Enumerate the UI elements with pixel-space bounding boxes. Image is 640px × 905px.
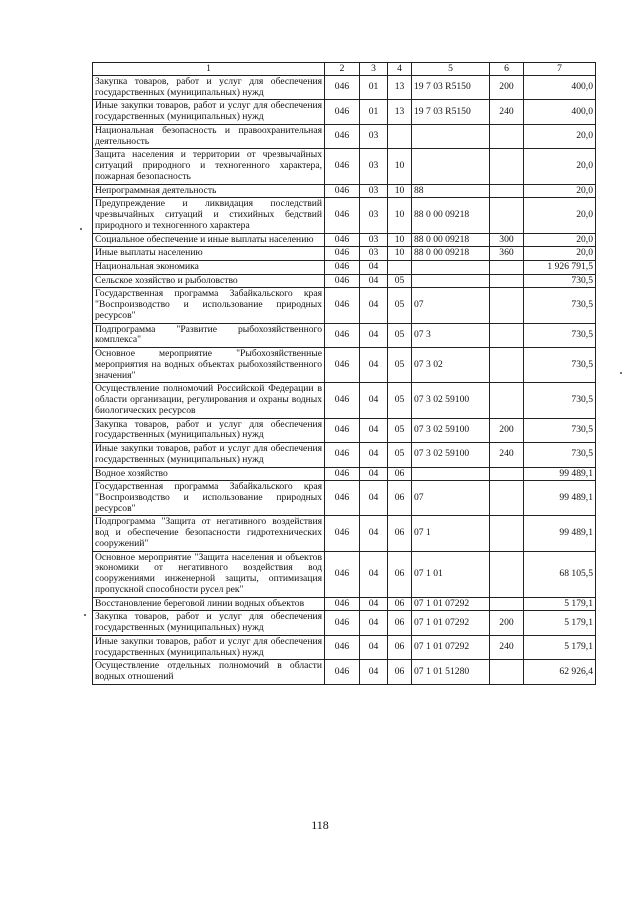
- cell-subsection: 06: [388, 516, 412, 551]
- cell-subsection: 10: [388, 198, 412, 233]
- cell-subsection: 06: [388, 551, 412, 597]
- cell-amount: 1 926 791,5: [524, 261, 596, 275]
- cell-subsection: [388, 261, 412, 275]
- cell-subsection: 06: [388, 467, 412, 481]
- cell-name: Иные закупки товаров, работ и услуг для обеспечения государственных (муниципальных) нужд: [93, 443, 325, 467]
- cell-target-article: 07: [412, 481, 490, 516]
- cell-target-article: 07: [412, 288, 490, 323]
- cell-expense-type: 300: [490, 233, 524, 247]
- cell-section: 04: [360, 274, 388, 288]
- table-row: [93, 184, 596, 198]
- cell-section: 04: [360, 348, 388, 383]
- cell-name: Иные закупки товаров, работ и услуг для обеспечения государственных (муниципальных) нужд: [93, 635, 325, 659]
- cell-amount: 5 179,1: [524, 597, 596, 611]
- cell-subsection: 06: [388, 481, 412, 516]
- cell-target-article: 19 7 03 R5150: [412, 76, 490, 100]
- cell-grbs: 046: [325, 198, 360, 233]
- column-header-5: 5: [412, 63, 490, 76]
- cell-grbs: 046: [325, 274, 360, 288]
- table-row: [93, 274, 596, 288]
- cell-section: 04: [360, 597, 388, 611]
- table-row: [93, 443, 596, 467]
- cell-grbs: 046: [325, 443, 360, 467]
- cell-name: Подпрограмма "Развитие рыбохозяйственного комплекса": [93, 323, 325, 347]
- cell-amount: 730,5: [524, 288, 596, 323]
- table-row: [93, 597, 596, 611]
- cell-target-article: [412, 149, 490, 184]
- cell-grbs: 046: [325, 383, 360, 418]
- cell-section: 04: [360, 635, 388, 659]
- cell-target-article: 88 0 00 09218: [412, 233, 490, 247]
- cell-section: 04: [360, 611, 388, 635]
- cell-grbs: 046: [325, 611, 360, 635]
- cell-grbs: 046: [325, 348, 360, 383]
- cell-amount: 99 489,1: [524, 516, 596, 551]
- cell-amount: 730,5: [524, 383, 596, 418]
- cell-target-article: [412, 467, 490, 481]
- cell-grbs: 046: [325, 76, 360, 100]
- table-row: [93, 149, 596, 184]
- cell-amount: 730,5: [524, 418, 596, 442]
- table-row: [93, 467, 596, 481]
- cell-expense-type: [490, 481, 524, 516]
- cell-expense-type: [490, 274, 524, 288]
- cell-grbs: 046: [325, 481, 360, 516]
- cell-expense-type: [490, 184, 524, 198]
- cell-amount: 20,0: [524, 233, 596, 247]
- cell-target-article: 07 1: [412, 516, 490, 551]
- cell-grbs: 046: [325, 288, 360, 323]
- cell-section: 04: [360, 418, 388, 442]
- cell-amount: 20,0: [524, 124, 596, 148]
- cell-expense-type: 240: [490, 635, 524, 659]
- cell-grbs: 046: [325, 184, 360, 198]
- column-header-7: 7: [524, 63, 596, 76]
- table-row: [93, 124, 596, 148]
- table-row: [93, 516, 596, 551]
- cell-name: Непрограммная деятельность: [93, 184, 325, 198]
- cell-expense-type: 240: [490, 443, 524, 467]
- cell-target-article: 07 3 02 59100: [412, 383, 490, 418]
- cell-name: Закупка товаров, работ и услуг для обеспечения государственных (муниципальных) нужд: [93, 418, 325, 442]
- cell-section: 04: [360, 323, 388, 347]
- cell-name: Государственная программа Забайкальского края "Воспроизводство и использование природных ресурсов": [93, 481, 325, 516]
- cell-expense-type: 200: [490, 76, 524, 100]
- cell-name: Предупреждение и ликвидация последствий чрезвычайных ситуаций и стихийных бедствий природного и техногенного характера: [93, 198, 325, 233]
- cell-amount: 730,5: [524, 443, 596, 467]
- table-row: [93, 418, 596, 442]
- cell-target-article: 07 3: [412, 323, 490, 347]
- table-row: [93, 198, 596, 233]
- cell-section: 04: [360, 467, 388, 481]
- cell-grbs: 046: [325, 323, 360, 347]
- cell-subsection: 10: [388, 184, 412, 198]
- cell-amount: 5 179,1: [524, 635, 596, 659]
- table-header-row: [93, 63, 596, 76]
- cell-section: 03: [360, 198, 388, 233]
- cell-amount: 20,0: [524, 149, 596, 184]
- column-header-3: 3: [360, 63, 388, 76]
- cell-amount: 99 489,1: [524, 481, 596, 516]
- cell-name: Закупка товаров, работ и услуг для обеспечения государственных (муниципальных) нужд: [93, 611, 325, 635]
- cell-grbs: 046: [325, 100, 360, 124]
- cell-subsection: 05: [388, 443, 412, 467]
- cell-expense-type: [490, 597, 524, 611]
- cell-subsection: 05: [388, 274, 412, 288]
- cell-target-article: 07 1 01: [412, 551, 490, 597]
- cell-grbs: 046: [325, 418, 360, 442]
- cell-grbs: 046: [325, 261, 360, 275]
- cell-target-article: 19 7 03 R5150: [412, 100, 490, 124]
- cell-expense-type: [490, 261, 524, 275]
- cell-target-article: 07 1 01 07292: [412, 635, 490, 659]
- cell-subsection: 10: [388, 233, 412, 247]
- cell-section: 04: [360, 551, 388, 597]
- cell-name: Подпрограмма "Защита от негативного воздействия вод и обеспечение безопасности гидротехнических сооружений": [93, 516, 325, 551]
- cell-section: 04: [360, 481, 388, 516]
- cell-target-article: 88: [412, 184, 490, 198]
- cell-target-article: 88 0 00 09218: [412, 247, 490, 261]
- cell-subsection: 05: [388, 418, 412, 442]
- cell-name: Основное мероприятие "Рыбохозяйственные мероприятия на водных объектах рыбохозяйственного значения": [93, 348, 325, 383]
- column-header-1: 1: [93, 63, 325, 76]
- cell-name: Защита населения и территории от чрезвычайных ситуаций природного и техногенного характера, пожарная безопасность: [93, 149, 325, 184]
- cell-grbs: 046: [325, 233, 360, 247]
- cell-subsection: 05: [388, 383, 412, 418]
- table-row: [93, 100, 596, 124]
- cell-expense-type: [490, 288, 524, 323]
- cell-name: Национальная безопасность и правоохранительная деятельность: [93, 124, 325, 148]
- cell-grbs: 046: [325, 551, 360, 597]
- cell-expense-type: 200: [490, 418, 524, 442]
- cell-subsection: 13: [388, 76, 412, 100]
- cell-subsection: 13: [388, 100, 412, 124]
- cell-target-article: 07 3 02 59100: [412, 418, 490, 442]
- cell-section: 04: [360, 383, 388, 418]
- cell-amount: 5 179,1: [524, 611, 596, 635]
- cell-expense-type: [490, 124, 524, 148]
- cell-subsection: 06: [388, 611, 412, 635]
- cell-target-article: [412, 124, 490, 148]
- cell-expense-type: [490, 348, 524, 383]
- cell-target-article: 07 1 01 07292: [412, 597, 490, 611]
- cell-grbs: 046: [325, 516, 360, 551]
- cell-name: Осуществление полномочий Российской Федерации в области организации, регулирования и охраны водных биологических ресурсов: [93, 383, 325, 418]
- cell-grbs: 046: [325, 467, 360, 481]
- cell-section: 04: [360, 443, 388, 467]
- cell-section: 03: [360, 124, 388, 148]
- cell-grbs: 046: [325, 660, 360, 684]
- cell-expense-type: [490, 383, 524, 418]
- cell-name: Осуществление отдельных полномочий в области водных отношений: [93, 660, 325, 684]
- cell-target-article: [412, 261, 490, 275]
- cell-target-article: 88 0 00 09218: [412, 198, 490, 233]
- column-header-2: 2: [325, 63, 360, 76]
- cell-amount: 730,5: [524, 274, 596, 288]
- cell-amount: 20,0: [524, 198, 596, 233]
- budget-table: [92, 62, 596, 685]
- cell-target-article: [412, 274, 490, 288]
- cell-subsection: 05: [388, 323, 412, 347]
- cell-amount: 730,5: [524, 348, 596, 383]
- cell-subsection: [388, 124, 412, 148]
- cell-expense-type: [490, 198, 524, 233]
- cell-subsection: 05: [388, 348, 412, 383]
- cell-name: Сельское хозяйство и рыболовство: [93, 274, 325, 288]
- cell-section: 01: [360, 76, 388, 100]
- cell-section: 04: [360, 261, 388, 275]
- cell-subsection: 10: [388, 149, 412, 184]
- cell-expense-type: 200: [490, 611, 524, 635]
- cell-grbs: 046: [325, 247, 360, 261]
- table-row: [93, 261, 596, 275]
- page-number: 118: [311, 818, 329, 832]
- cell-subsection: 06: [388, 660, 412, 684]
- table-row: [93, 611, 596, 635]
- cell-name: Социальное обеспечение и иные выплаты населению: [93, 233, 325, 247]
- column-header-6: 6: [490, 63, 524, 76]
- cell-expense-type: [490, 516, 524, 551]
- cell-target-article: 07 1 01 51280: [412, 660, 490, 684]
- scan-speck: [80, 228, 82, 230]
- cell-grbs: 046: [325, 597, 360, 611]
- table-row: [93, 76, 596, 100]
- table-row: [93, 660, 596, 684]
- cell-target-article: 07 3 02 59100: [412, 443, 490, 467]
- column-header-4: 4: [388, 63, 412, 76]
- page-content: [92, 62, 595, 685]
- cell-name: Национальная экономика: [93, 261, 325, 275]
- cell-target-article: 07 1 01 07292: [412, 611, 490, 635]
- cell-name: Водное хозяйство: [93, 467, 325, 481]
- cell-subsection: 10: [388, 247, 412, 261]
- cell-grbs: 046: [325, 635, 360, 659]
- cell-section: 04: [360, 288, 388, 323]
- cell-amount: 99 489,1: [524, 467, 596, 481]
- cell-name: Восстановление береговой линии водных объектов: [93, 597, 325, 611]
- cell-name: Иные выплаты населению: [93, 247, 325, 261]
- cell-expense-type: [490, 467, 524, 481]
- cell-section: 03: [360, 247, 388, 261]
- table-row: [93, 288, 596, 323]
- table-row: [93, 247, 596, 261]
- cell-amount: 20,0: [524, 184, 596, 198]
- cell-section: 01: [360, 100, 388, 124]
- cell-expense-type: 360: [490, 247, 524, 261]
- cell-expense-type: [490, 149, 524, 184]
- cell-name: Основное мероприятие "Защита населения и объектов экономики от негативного воздействия вод сооружениями инженерной защиты, оптимизация пропускной способности русел рек": [93, 551, 325, 597]
- cell-expense-type: [490, 323, 524, 347]
- cell-amount: 68 105,5: [524, 551, 596, 597]
- cell-amount: 400,0: [524, 76, 596, 100]
- table-row: [93, 323, 596, 347]
- cell-expense-type: [490, 551, 524, 597]
- cell-subsection: 05: [388, 288, 412, 323]
- table-body: [93, 76, 596, 685]
- cell-grbs: 046: [325, 124, 360, 148]
- cell-amount: 730,5: [524, 323, 596, 347]
- table-row: [93, 233, 596, 247]
- table-row: [93, 383, 596, 418]
- cell-name: Закупка товаров, работ и услуг для обеспечения государственных (муниципальных) нужд: [93, 76, 325, 100]
- cell-subsection: 06: [388, 635, 412, 659]
- cell-name: Иные закупки товаров, работ и услуг для обеспечения государственных (муниципальных) нужд: [93, 100, 325, 124]
- cell-name: Государственная программа Забайкальского края "Воспроизводство и использование природных ресурсов": [93, 288, 325, 323]
- cell-section: 03: [360, 149, 388, 184]
- table-row: [93, 635, 596, 659]
- cell-amount: 400,0: [524, 100, 596, 124]
- cell-section: 03: [360, 184, 388, 198]
- cell-amount: 20,0: [524, 247, 596, 261]
- table-row: [93, 348, 596, 383]
- cell-section: 04: [360, 660, 388, 684]
- table-row: [93, 481, 596, 516]
- cell-subsection: 06: [388, 597, 412, 611]
- cell-section: 03: [360, 233, 388, 247]
- cell-amount: 62 926,4: [524, 660, 596, 684]
- cell-section: 04: [360, 516, 388, 551]
- scan-speck: [620, 372, 622, 374]
- cell-target-article: 07 3 02: [412, 348, 490, 383]
- scan-speck: [84, 614, 86, 616]
- cell-expense-type: 240: [490, 100, 524, 124]
- cell-grbs: 046: [325, 149, 360, 184]
- cell-expense-type: [490, 660, 524, 684]
- table-row: [93, 551, 596, 597]
